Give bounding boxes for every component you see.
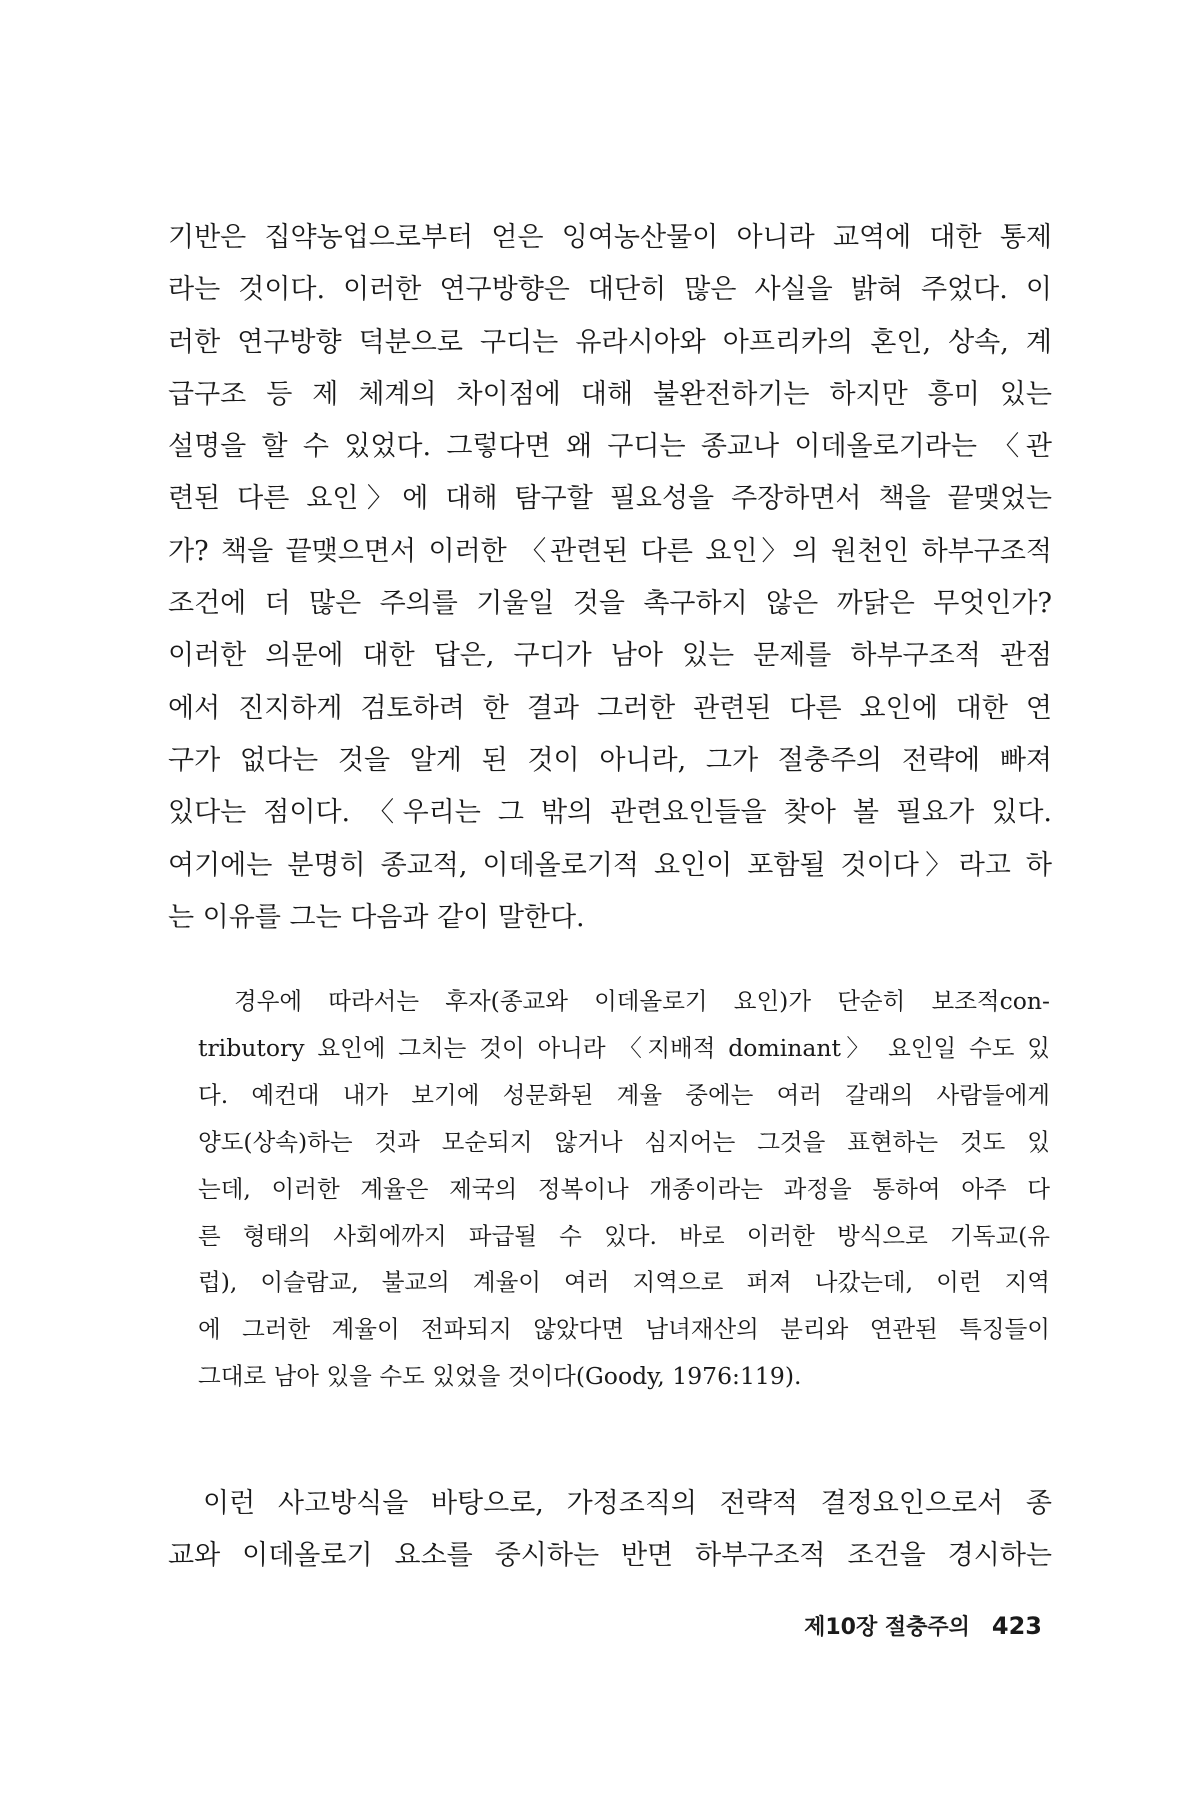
text-line: 급구조 등 제 체계의 차이점에 대해 불완전하기는 하지만 흥미 있는 xyxy=(168,378,1052,410)
quote-line: 경우에 따라서는 후자(종교와 이데올로기 요인)가 단순히 보조적con- xyxy=(234,987,1050,1015)
text-line: 설명을 할 수 있었다. 그렇다면 왜 구디는 종교나 이데올로기라는 〈관 xyxy=(168,431,1052,463)
text-line: 련된 다른 요인〉에 대해 탐구할 필요성을 주장하면서 책을 끝맺었는 xyxy=(168,483,1052,515)
text-line: 교와 이데올로기 요소를 중시하는 반면 하부구조적 조건을 경시하는 xyxy=(168,1540,1052,1571)
quote-line: 에 그러한 계율이 전파되지 않았다면 남녀재산의 분리와 연관된 특징들이 xyxy=(198,1315,1050,1344)
body-paragraph-2 xyxy=(168,1478,1052,1582)
quote-line: 양도(상속)하는 것과 모순되지 않거나 심지어는 그것을 표현하는 것도 있 xyxy=(198,1127,1050,1156)
quote-line: 른 형태의 사회에까지 파급될 수 있다. 바로 이러한 방식으로 기독교(유 xyxy=(198,1221,1050,1250)
page-footer xyxy=(804,1610,1042,1641)
body-paragraph-1 xyxy=(168,212,1052,944)
text-line: 이런 사고방식을 바탕으로, 가정조직의 전략적 결정요인으로서 종 xyxy=(203,1488,1052,1519)
block-quote xyxy=(198,978,1050,1400)
text-line: 가? 책을 끝맺으면서 이러한 〈관련된 다른 요인〉의 원천인 하부구조적 xyxy=(168,535,1052,567)
quote-line: 다. 예컨대 내가 보기에 성문화된 계율 중에는 여러 갈래의 사람들에게 xyxy=(198,1080,1050,1109)
text-line: 라는 것이다. 이러한 연구방향은 대단히 많은 사실을 밝혀 주었다. 이 xyxy=(168,274,1052,306)
text-line: 이러한 의문에 대한 답은, 구디가 남아 있는 문제를 하부구조적 관점 xyxy=(168,640,1052,672)
quote-line: 그대로 남아 있을 수도 있었을 것이다(Goody, 1976:119). xyxy=(198,1362,802,1391)
text-line: 있다는 점이다. 〈우리는 그 밖의 관련요인들을 찾아 볼 필요가 있다. xyxy=(168,797,1052,829)
quote-line: 럽), 이슬람교, 불교의 계율이 여러 지역으로 퍼져 나갔는데, 이런 지역 xyxy=(198,1268,1050,1297)
chapter-title: 제10장 절충주의 xyxy=(804,1615,970,1640)
text-line: 러한 연구방향 덕분으로 구디는 유라시아와 아프리카의 혼인, 상속, 계 xyxy=(168,326,1052,358)
text-line: 조건에 더 많은 주의를 기울일 것을 촉구하지 않은 까닭은 무엇인가? xyxy=(168,588,1052,620)
text-line: 는 이유를 그는 다음과 같이 말한다. xyxy=(168,901,585,933)
text-line: 여기에는 분명히 종교적, 이데올로기적 요인이 포함될 것이다〉라고 하 xyxy=(168,849,1052,881)
text-line: 에서 진지하게 검토하려 한 결과 그러한 관련된 다른 요인에 대한 연 xyxy=(168,692,1052,724)
page-number: 423 xyxy=(991,1612,1042,1640)
text-line: 기반은 집약농업으로부터 얻은 잉여농산물이 아니라 교역에 대한 통제 xyxy=(168,222,1052,253)
quote-line: tributory 요인에 그치는 것이 아니라 〈지배적 dominant〉 요인일 수도 있 xyxy=(198,1033,1050,1062)
text-line: 구가 없다는 것을 알게 된 것이 아니라, 그가 절충주의 전략에 빠져 xyxy=(168,744,1052,776)
quote-line: 는데, 이러한 계율은 제국의 정복이나 개종이라는 과정을 통하여 아주 다 xyxy=(198,1174,1050,1203)
